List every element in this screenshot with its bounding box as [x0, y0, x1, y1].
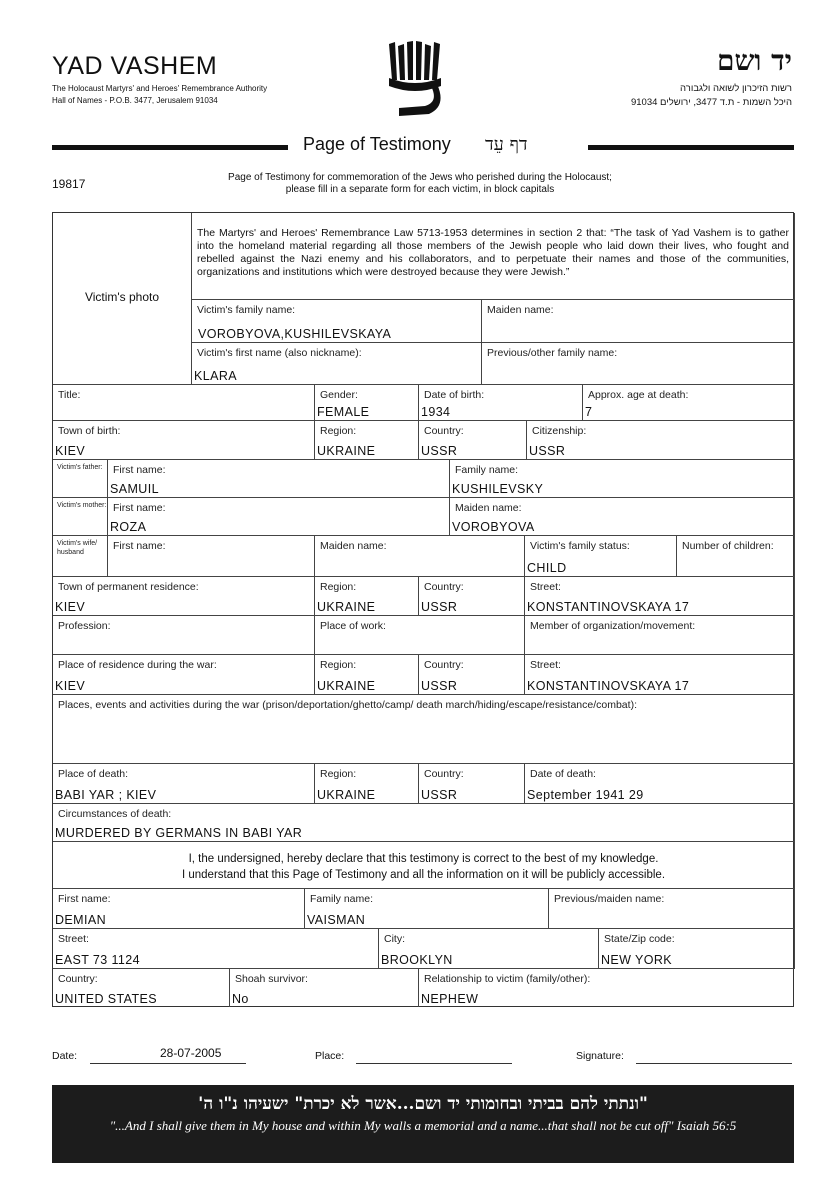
war-region-value: UKRAINE	[317, 679, 376, 693]
war-country-field[interactable]	[419, 655, 525, 695]
death-country-label: Country:	[424, 768, 464, 780]
date-of-death-value: September 1941 29	[527, 788, 644, 802]
signature-line[interactable]	[636, 1063, 792, 1064]
town-of-birth-field[interactable]	[53, 421, 315, 460]
place-line[interactable]	[356, 1063, 512, 1064]
father-family-name-label: Family name:	[455, 464, 519, 476]
number-of-children-label: Number of children:	[682, 540, 774, 552]
war-region-field[interactable]	[315, 655, 419, 695]
banner-hebrew-quote: "ונתתי להם בביתי ובחומותי יד ושם...אשר לא יכרת" ישעיהו נ"ו ה'	[198, 1094, 648, 1114]
circumstances-of-death-value: MURDERED BY GERMANS IN BABI YAR	[55, 826, 303, 840]
residence-country-field[interactable]	[419, 577, 525, 616]
submitter-family-name-field[interactable]	[305, 889, 549, 929]
header-rule-right	[588, 145, 794, 150]
victim-family-name-label: Victim's family name:	[197, 304, 296, 316]
victim-dob-field[interactable]	[419, 385, 583, 421]
father-family-name-value: KUSHILEVSKY	[452, 482, 544, 496]
declaration-box	[53, 842, 795, 889]
birth-region-field[interactable]	[315, 421, 419, 460]
date-value[interactable]: 28-07-2005	[160, 1046, 222, 1060]
form-title-hebrew: דף עֵד	[485, 134, 528, 155]
member-organization-label: Member of organization/movement:	[530, 620, 696, 632]
submitter-prev-name-field[interactable]	[549, 889, 795, 929]
number-of-children-field[interactable]	[677, 536, 795, 577]
war-residence-label: Place of residence during the war:	[58, 659, 217, 671]
residence-country-label: Country:	[424, 581, 464, 593]
town-of-birth-value: KIEV	[55, 444, 86, 458]
death-region-field[interactable]	[315, 764, 419, 804]
place-of-death-label: Place of death:	[58, 768, 129, 780]
place-label: Place:	[315, 1050, 345, 1062]
hebrew-title: יד ושם	[716, 44, 792, 77]
circumstances-of-death-label: Circumstances of death:	[58, 808, 172, 820]
war-residence-field[interactable]	[53, 655, 315, 695]
intro-line-1: Page of Testimony for commemoration of the Jews who perished during the Holocaust;	[228, 172, 612, 183]
birth-country-label: Country:	[424, 425, 464, 437]
death-country-value: USSR	[421, 788, 458, 802]
declaration-line-2: I understand that this Page of Testimony and all the information on it will be publicly accessible.	[181, 869, 666, 881]
law-text: The Martyrs' and Heroes' Remembrance Law 5713-1953 determines in section 2 that: “The task of Yad Vashem is to gather into the homeland material regarding all those members of the Jewish people who laid down their lives, who fought and rebelled against the Nazi enemy and his collaborators, and to perpetuate their names and those of the communities, organizations and institutions which were destroyed because they were Jewish.”	[197, 227, 789, 278]
war-residence-value: KIEV	[55, 679, 86, 693]
mother-maiden-name-value: VOROBYOVA	[452, 520, 535, 534]
date-of-death-label: Date of death:	[530, 768, 596, 780]
war-street-label: Street:	[530, 659, 561, 671]
submitter-first-name-value: DEMIAN	[55, 913, 107, 927]
place-of-death-value: BABI YAR ; KIEV	[55, 788, 157, 802]
victim-maiden-name-label: Maiden name:	[487, 304, 554, 316]
residence-country-value: USSR	[421, 600, 458, 614]
submitter-city-field[interactable]	[379, 929, 599, 969]
date-line	[90, 1063, 246, 1064]
victim-dob-label: Date of birth:	[424, 389, 485, 401]
citizenship-field[interactable]	[527, 421, 795, 460]
submitter-first-name-label: First name:	[58, 893, 111, 905]
yad-vashem-logo-icon	[385, 40, 445, 122]
yad-vashem-title: YAD VASHEM	[52, 52, 218, 80]
death-region-label: Region:	[320, 768, 357, 780]
victim-family-name-value: VOROBYOVA,KUSHILEVSKAYA	[198, 327, 392, 341]
date-label: Date:	[52, 1050, 78, 1062]
family-status-value: CHILD	[527, 561, 567, 575]
residence-region-value: UKRAINE	[317, 600, 376, 614]
citizenship-value: USSR	[529, 444, 566, 458]
spouse-maiden-name-label: Maiden name:	[320, 540, 387, 552]
mother-side-label: Victim's mother:	[57, 502, 107, 509]
residence-street-label: Street:	[530, 581, 561, 593]
victim-title-field[interactable]	[53, 385, 315, 421]
war-events-label: Places, events and activities during the war (prison/deportation/ghetto/camp/ death march/hiding/escape/resistance/combat):	[58, 699, 637, 711]
permanent-residence-field[interactable]	[53, 577, 315, 616]
relationship-value: NEPHEW	[421, 992, 479, 1006]
place-of-work-field[interactable]	[315, 616, 525, 655]
quote-banner	[52, 1085, 794, 1163]
victim-title-label: Title:	[58, 389, 81, 401]
profession-label: Profession:	[58, 620, 111, 632]
birth-country-field[interactable]	[419, 421, 527, 460]
birth-country-value: USSR	[421, 444, 458, 458]
victim-gender-field[interactable]	[315, 385, 419, 421]
permanent-residence-value: KIEV	[55, 600, 86, 614]
victim-prev-family-name-field[interactable]	[482, 343, 795, 385]
testimony-form	[52, 212, 794, 1007]
death-region-value: UKRAINE	[317, 788, 376, 802]
birth-region-label: Region:	[320, 425, 357, 437]
declaration-text	[53, 851, 794, 883]
birth-region-value: UKRAINE	[317, 444, 376, 458]
submitter-family-name-value: VAISMAN	[307, 913, 366, 927]
father-first-name-value: SAMUIL	[110, 482, 159, 496]
submitter-country-label: Country:	[58, 973, 98, 985]
submitter-city-value: BROOKLYN	[381, 953, 453, 967]
spouse-side-label: Victim's wife/ husband	[57, 540, 98, 556]
victim-first-name-label: Victim's first name (also nickname):	[197, 347, 362, 359]
victim-dob-value: 1934	[421, 405, 451, 419]
hebrew-address-subtitle: היכל השמות - ת.ד 3477, ירושלים 91034	[630, 97, 792, 108]
war-street-field[interactable]	[525, 655, 795, 695]
relationship-label: Relationship to victim (family/other):	[424, 973, 591, 985]
submitter-street-label: Street:	[58, 933, 89, 945]
place-of-work-label: Place of work:	[320, 620, 386, 632]
war-events-field[interactable]	[53, 695, 795, 764]
address-subtitle: Hall of Names - P.O.B. 3477, Jerusalem 91034	[52, 96, 218, 105]
submitter-family-name-label: Family name:	[310, 893, 374, 905]
spouse-first-name-label: First name:	[113, 540, 166, 552]
permanent-residence-label: Town of permanent residence:	[58, 581, 199, 593]
mother-first-name-label: First name:	[113, 502, 166, 514]
submitter-prev-name-label: Previous/maiden name:	[554, 893, 665, 905]
victim-first-name-field[interactable]	[192, 343, 482, 385]
town-of-birth-label: Town of birth:	[58, 425, 121, 437]
shoah-survivor-label: Shoah survivor:	[235, 973, 308, 985]
victim-first-name-value: KLARA	[194, 369, 237, 383]
mother-side-label-box	[53, 498, 108, 536]
date-of-death-field[interactable]	[525, 764, 795, 804]
member-organization-field[interactable]	[525, 616, 795, 655]
victim-photo-box[interactable]	[53, 213, 192, 385]
father-side-label-box	[53, 460, 108, 498]
shoah-survivor-field[interactable]	[230, 969, 419, 1007]
victim-gender-label: Gender:	[320, 389, 358, 401]
circumstances-of-death-field[interactable]	[53, 804, 795, 842]
death-country-field[interactable]	[419, 764, 525, 804]
victim-photo-label: Victim's photo	[84, 290, 160, 304]
spouse-first-name-field[interactable]	[108, 536, 315, 577]
victim-prev-family-name-label: Previous/other family name:	[487, 347, 618, 359]
signature-label: Signature:	[576, 1050, 624, 1062]
banner-english-quote: "...And I shall give them in My house and within My walls a memorial and a name...that shall not be cut off" Isaiah 56:5	[109, 1118, 737, 1133]
war-country-label: Country:	[424, 659, 464, 671]
spouse-maiden-name-field[interactable]	[315, 536, 525, 577]
hebrew-authority-subtitle: רשות הזיכרון לשואה ולגבורה	[680, 83, 792, 94]
submitter-state-field[interactable]	[599, 929, 795, 969]
document-number: 19817	[52, 177, 86, 191]
form-title: Page of Testimony	[303, 134, 451, 154]
place-of-death-field[interactable]	[53, 764, 315, 804]
submitter-state-value: NEW YORK	[601, 953, 673, 967]
submitter-country-value: UNITED STATES	[55, 992, 157, 1006]
submitter-state-label: State/Zip code:	[604, 933, 675, 945]
father-first-name-label: First name:	[113, 464, 166, 476]
submitter-street-field[interactable]	[53, 929, 379, 969]
submitter-street-value: EAST 73 1124	[55, 953, 140, 967]
victim-family-name-field[interactable]	[192, 300, 482, 343]
residence-street-field[interactable]	[525, 577, 795, 616]
family-status-field[interactable]	[525, 536, 677, 577]
profession-field[interactable]	[53, 616, 315, 655]
mother-maiden-name-label: Maiden name:	[455, 502, 522, 514]
mother-first-name-value: ROZA	[110, 520, 147, 534]
victim-age-value: 7	[585, 405, 593, 419]
family-status-label: Victim's family status:	[530, 540, 630, 552]
citizenship-label: Citizenship:	[532, 425, 587, 437]
victim-age-label: Approx. age at death:	[588, 389, 689, 401]
spouse-side-label-box	[53, 536, 108, 577]
residence-region-label: Region:	[320, 581, 357, 593]
residence-region-field[interactable]	[315, 577, 419, 616]
submitter-city-label: City:	[384, 933, 405, 945]
mother-first-name-field[interactable]	[108, 498, 450, 536]
war-street-value: KONSTANTINOVSKAYA 17	[527, 679, 690, 693]
relationship-field[interactable]	[419, 969, 795, 1007]
authority-subtitle: The Holocaust Martyrs' and Heroes' Remembrance Authority	[52, 84, 268, 93]
victim-maiden-name-field[interactable]	[482, 300, 795, 343]
victim-gender-value: FEMALE	[317, 405, 370, 419]
mother-maiden-name-field[interactable]	[450, 498, 795, 536]
shoah-survivor-value: No	[232, 992, 249, 1006]
residence-street-value: KONSTANTINOVSKAYA 17	[527, 600, 690, 614]
intro-text	[190, 172, 650, 196]
intro-line-2: please fill in a separate form for each victim, in block capitals	[285, 184, 555, 195]
victim-age-field[interactable]	[583, 385, 795, 421]
war-region-label: Region:	[320, 659, 357, 671]
father-side-label: Victim's father:	[57, 464, 103, 471]
war-country-value: USSR	[421, 679, 458, 693]
submitter-first-name-field[interactable]	[53, 889, 305, 929]
father-first-name-field[interactable]	[108, 460, 450, 498]
declaration-line-1: I, the undersigned, hereby declare that this testimony is correct to the best of my knowledge.	[188, 853, 659, 865]
law-box	[192, 213, 795, 300]
father-family-name-field[interactable]	[450, 460, 795, 498]
header-rule-left	[52, 145, 288, 150]
submitter-country-field[interactable]	[53, 969, 230, 1007]
